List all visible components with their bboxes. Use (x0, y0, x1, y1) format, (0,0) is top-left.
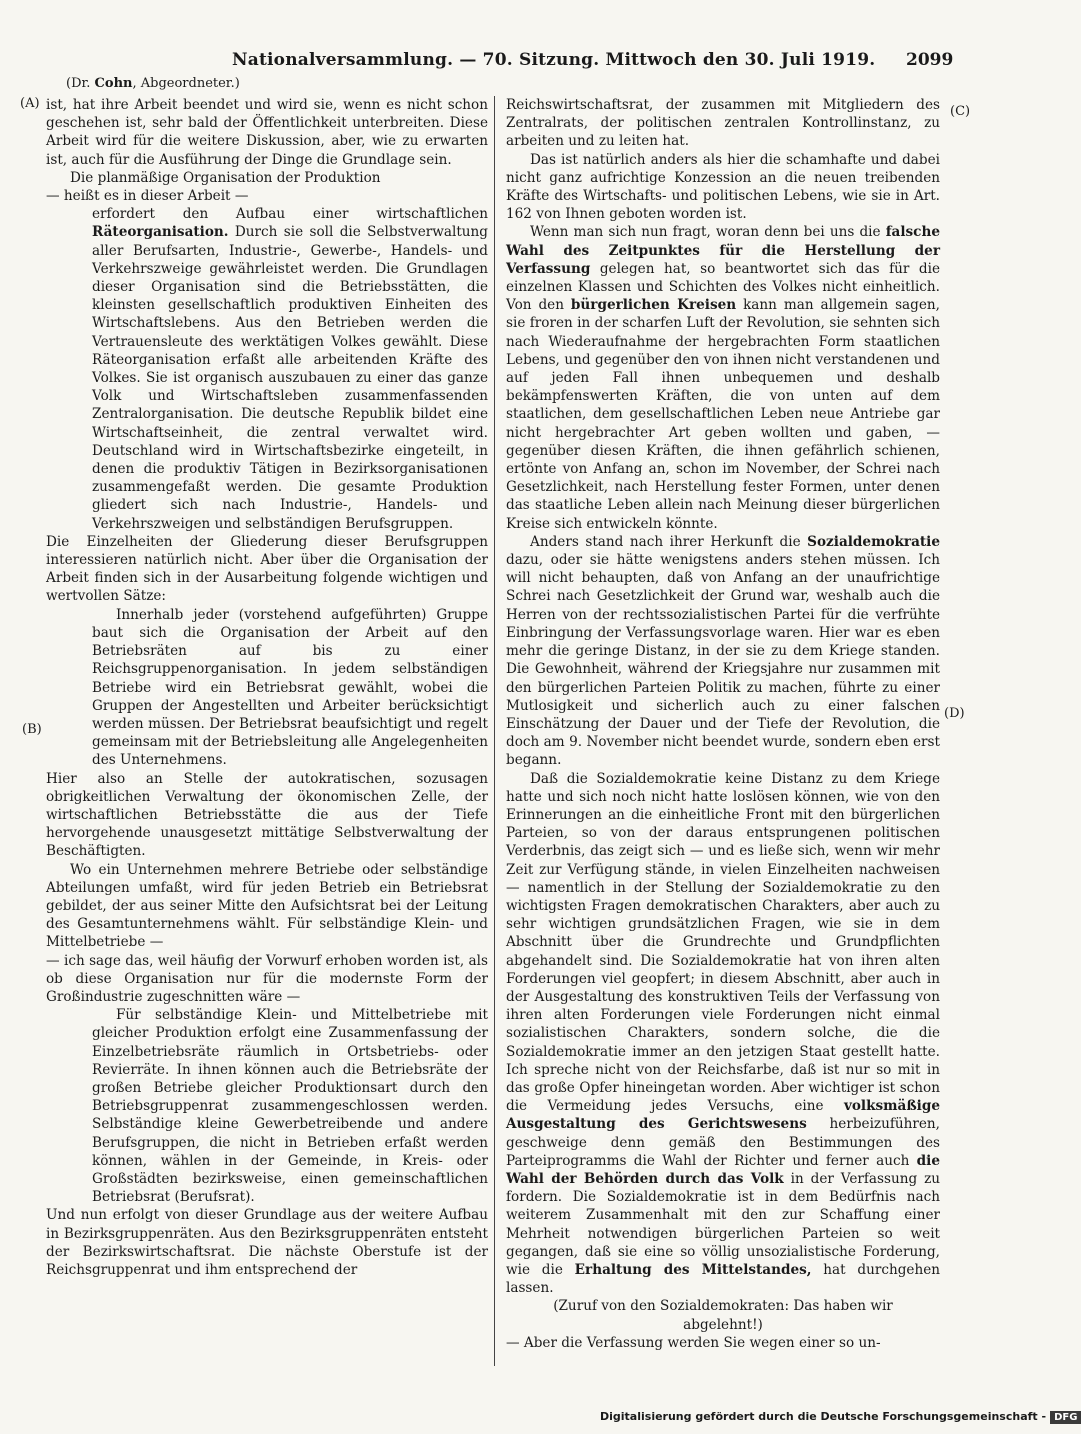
left-quote-2: Innerhalb jeder (vorstehend aufgeführten) Gruppe baut sich die Organisation der Arbeit auf den Betriebsräten auf bis zu einer Reichsgruppenorganisation. In jedem selbständigen Betriebe wird ein Betriebsrat gewählt, wobei die Gruppen der Angestellten und Arbeiter berücksichtigt werden müssen. Der Betriebsrat beaufsichtigt und regelt gemeinsam mit der Betriebsleitung alle Angelegenheiten des Unternehmens. (92, 606, 488, 769)
left-paragraph-2: Die planmäßige Organisation der Produktion (70, 169, 381, 186)
p3-emphasis-2: bürgerlichen Kreisen (570, 297, 737, 314)
p5-emphasis-2: die Wahl der Behörden durch das Volk (506, 1152, 940, 1187)
left-paragraph-5: Hier also an Stelle der autokratischen, sozusagen obrigkeitlichen Verwaltung der ökonomischen Zelle, der wirtschaftlichen Betriebsstätte die aus der Tiefe hervorgehende unausgesetzt mittätige Selbstverwaltung der Beschäftigten. (46, 770, 488, 860)
left-quote-3: Für selbständige Klein- und Mittelbetriebe mit gleicher Produktion erfolgt eine Zusammenfassung der Einzelbetriebsräte räumlich in Ortsbetriebs- oder Revierräte. In ihnen können auch die Betriebsräte der großen Betriebe gleicher Produktionsart durch den Betriebsgruppenrat zusammengeschlossen werden. Selbständige kleine Gewerbetreibende und andere Berufsgruppen, die nicht in Betrieben erfaßt werden können, wählen in der Gemeinde, in Kreis- oder Großstädten bezirksweise, einen gemeinschaftlichen Betriebsrat (Berufsrat). (92, 1007, 488, 1206)
footer-text: Digitalisierung gefördert durch die Deutsche Forschungsgemeinschaft - (600, 1410, 1047, 1423)
p3-text-c: gelegen hat, so beantwortet sich das für die einzelnen Klassen und Schichten des Volkes nicht einheitlich. Von den (506, 260, 940, 314)
margin-marker-b: (B) (22, 722, 42, 737)
quote-1-emphasis: Räteorganisation. (92, 224, 229, 241)
p4-emphasis: Sozialdemokratie (807, 533, 940, 550)
right-paragraph-2: Das ist natürlich anders als hier die schamhafte und dabei nicht ganz aufrichtige Konzession an die neuen treibenden Kräfte des Wirtschafts- und politischen Lebens, wie sie in Art. 162 von Ihnen geboten worden ist. (506, 151, 940, 223)
p4-text-a: Anders stand nach ihrer Herkunft die (530, 533, 808, 550)
p3-emphasis-1: falsche Wahl des Zeitpunktes für die Herstellung der Verfassung (506, 224, 940, 277)
speaker-role: , Abgeordneter.) (132, 76, 240, 91)
left-paragraph-1: ist, hat ihre Arbeit beendet und wird sie, wenn es nicht schon geschehen ist, sehr bald der Öffentlichkeit unterbreiten. Diese Arbeit wird für die weitere Diskussion, aber, wie zu erwarten ist, auch für die Ausführung der Dinge die Grundlage sein. (46, 97, 488, 168)
p5-text-e: in der Verfassung zu fordern. Die Sozialdemokratie ist in dem Bedürfnis nach weiterem Zusammenhalt mit den zur Schaffung einer Mehrheit notwendigen bürgerlichen Parteien so weit gegangen, daß sie eine so völlig unsozialistische Forderung, wie die (506, 1170, 940, 1278)
right-paragraph-3 (506, 223, 940, 532)
margin-marker-a: (A) (20, 96, 40, 111)
p5-emphasis-3: Erhaltung des Mittelstandes, (574, 1262, 812, 1278)
margin-marker-d: (D) (944, 706, 965, 721)
left-paragraph-4: Die Einzelheiten der Gliederung dieser Berufsgruppen interessieren natürlich nicht. Aber über die Organisation der Arbeit finden sich in der Ausarbeitung folgende wichtigen und wertvollen Sätze: (46, 533, 488, 605)
dfg-logo: DFG (1050, 1411, 1081, 1424)
interjection: (Zuruf von den Sozialdemokraten: Das haben wir abgelehnt!) (553, 1298, 893, 1333)
right-paragraph-1: Reichswirtschaftsrat, der zusammen mit Mitgliedern des Zentralrats, der politischen zentralen Kontrollinstanz, zu arbeiten und zu leiten hat. (506, 97, 940, 150)
p3-text-e: kann man allgemein sagen, sie froren in der scharfen Luft der Revolution, sie sehnten sich nach Wiederaufnahme der hergebrachten Form staatlichen Lebens, und gegenüber den von ihnen nicht verstandenen und auf jeden Fall ihnen unbequemen und deshalb bekämpfenswerten Kräften, die von unten auf dem staatlichen, dem gesellschaftlichen Leben neue Antriebe gar nicht hergebrachter Art geben wollten und gaben, — gegenüber diesen Kräften, die ihnen gefährlich schienen, ertönte von Anfang an, schon im November, der Schrei nach Gesetzlichkeit, nach Herstellung fester Formen, unter denen das staatliche Leben allein nach Meinung dieser bürgerlichen Kreise sich entwickeln könnte. (506, 297, 940, 532)
right-column (506, 96, 940, 1352)
speaker-line (66, 76, 240, 91)
quote-1-text-a: erfordert den Aufbau einer wirtschaftlichen (92, 206, 488, 223)
left-paragraph-8: Und nun erfolgt von dieser Grundlage aus der weitere Aufbau in Bezirksgruppenräten. Aus den Bezirksgruppenräten entsteht der Bezirkswirtschaftsrat. Die nächste Oberstufe ist der Reichsgruppenrat und ihm entsprechend der (46, 1207, 488, 1278)
speaker-open: (Dr. (66, 76, 95, 91)
right-paragraph-6: — Aber die Verfassung werden Sie wegen einer so un- (506, 1334, 881, 1351)
footer-credit (600, 1410, 1081, 1424)
right-paragraph-5 (506, 770, 940, 1298)
column-divider (494, 96, 495, 1366)
p3-text-a: Wenn man sich nun fragt, woran denn bei uns die (530, 224, 886, 241)
left-paragraph-6: Wo ein Unternehmen mehrere Betriebe oder selbständige Abteilungen umfaßt, wird für jeden Betrieb ein Betriebsrat gebildet, der aus seiner Mitte den Aufsichtsrat bei der Leitung des Gesamtunternehmens wählt. Für selbständige Klein- und Mittelbetriebe — (46, 861, 488, 951)
left-column (46, 96, 488, 1279)
p5-text-c: herbeizuführen, geschweige denn gemäß den Bestimmungen des Parteiprogramms die Wahl der Richter und ferner auch (506, 1116, 940, 1169)
right-paragraph-4 (506, 533, 940, 770)
page-title: Nationalversammlung. — 70. Sitzung. Mittwoch den 30. Juli 1919. (232, 50, 876, 70)
left-paragraph-3: — heißt es in dieser Arbeit — (46, 188, 249, 205)
p5-emphasis-1: volksmäßige Ausgestaltung des Gerichtswesens (506, 1098, 940, 1133)
left-paragraph-7: — ich sage das, weil häufig der Vorwurf erhoben worden ist, als ob diese Organisation nur für die modernste Form der Großindustrie zugeschnitten wäre — (46, 952, 488, 1005)
page-header (0, 0, 1000, 72)
quote-1-text-c: Durch sie soll die Selbstverwaltung aller Berufsarten, Industrie-, Gewerbe-, Handels- und Verkehrszweige gewährleistet werden. Die Grundlagen dieser Organisation sind die Betriebsstätten, die kleinsten gesellschaftlich produktiven Einheiten des Wirtschaftslebens. Aus den Betrieben werden die Vertrauensleute des werktätigen Volkes gewählt. Diese Räteorganisation erfaßt alle arbeitenden Kräfte des Volkes. Sie ist organisch auszubauen zu einer das ganze Volk und Wirtschaftsleben zusammenfassenden Zentralorganisation. Die deutsche Republik bildet eine Wirtschaftseinheit, die zentral verwaltet wird. Deutschland wird in Wirtschaftsbezirke eingeteilt, in denen die produktiv Tätigen in Bezirksorganisationen zusammengefaßt werden. Die gesamte Produktion gliedert sich nach Industrie-, Handels- und Verkehrszweigen und selbständigen Berufsgruppen. (92, 224, 488, 532)
margin-marker-c: (C) (950, 104, 971, 119)
p5-text-a: Daß die Sozialdemokratie keine Distanz zu dem Kriege hatte und sich noch nicht hatte loslösen können, wie von den Erinnerungen an die einheitliche Front mit den bürgerlichen Parteien, so von der daraus entsprungenen politischen Verderbnis, das zeigt sich — und es ließe sich, wenn wir mehr Zeit zur Verfügung stände, in vielen Einzelheiten nachweisen — namentlich in der Stellung der Sozialdemokratie zu den wichtigsten Fragen demokratischen Charakters, aber auch zu sehr wichtigen grundsätzlichen Fragen, wie sie in dem Abschnitt über die Grundrechte und Grundpflichten abgehandelt sind. Die Sozialdemokratie hat von ihren alten Forderungen viel geopfert; in diesem Abschnitt, aber auch in der Ausgestaltung des konstruktiven Teils der Verfassung von ihren alten Forderungen viele Forderungen nicht einmal sozialistischen Charakters, sondern solche, die die Sozialdemokratie immer an den jetzigen Staat gestellt hatte. Ich spreche nicht von der Reichsfarbe, daß ist nur so mit in das große Opfer hineingetan worden. Aber wichtiger ist schon die Vermeidung jedes Versuchs, eine (506, 770, 940, 1115)
p4-text-c: dazu, oder sie hätte wenigstens anders stehen müssen. Ich will nicht behaupten, daß von Anfang an der unaufrichtige Schrei nach Gesetzlichkeit der Grund war, weshalb auch die Herren von der rechtssozialistischen Partei für die verfrühte Einbringung der Verfassungsvorlage waren. Hier war es eben mehr die geringe Distanz, in der sie zu dem Kriege standen. Die Gewohnheit, während der Kriegsjahre nur zusammen mit den bürgerlichen Parteien Politik zu machen, führte zu einer Mutlosigkeit und sicherlich auch zu einer falschen Einschätzung der Dauer und der Tiefe der Revolution, die doch am 9. November nicht beendet wurde, sondern eben erst begann. (506, 552, 940, 769)
page-number: 2099 (906, 50, 954, 70)
p5-text-g: hat durchgehen lassen. (506, 1262, 941, 1297)
speaker-name: Cohn (94, 76, 133, 91)
left-quote-1 (92, 205, 488, 533)
